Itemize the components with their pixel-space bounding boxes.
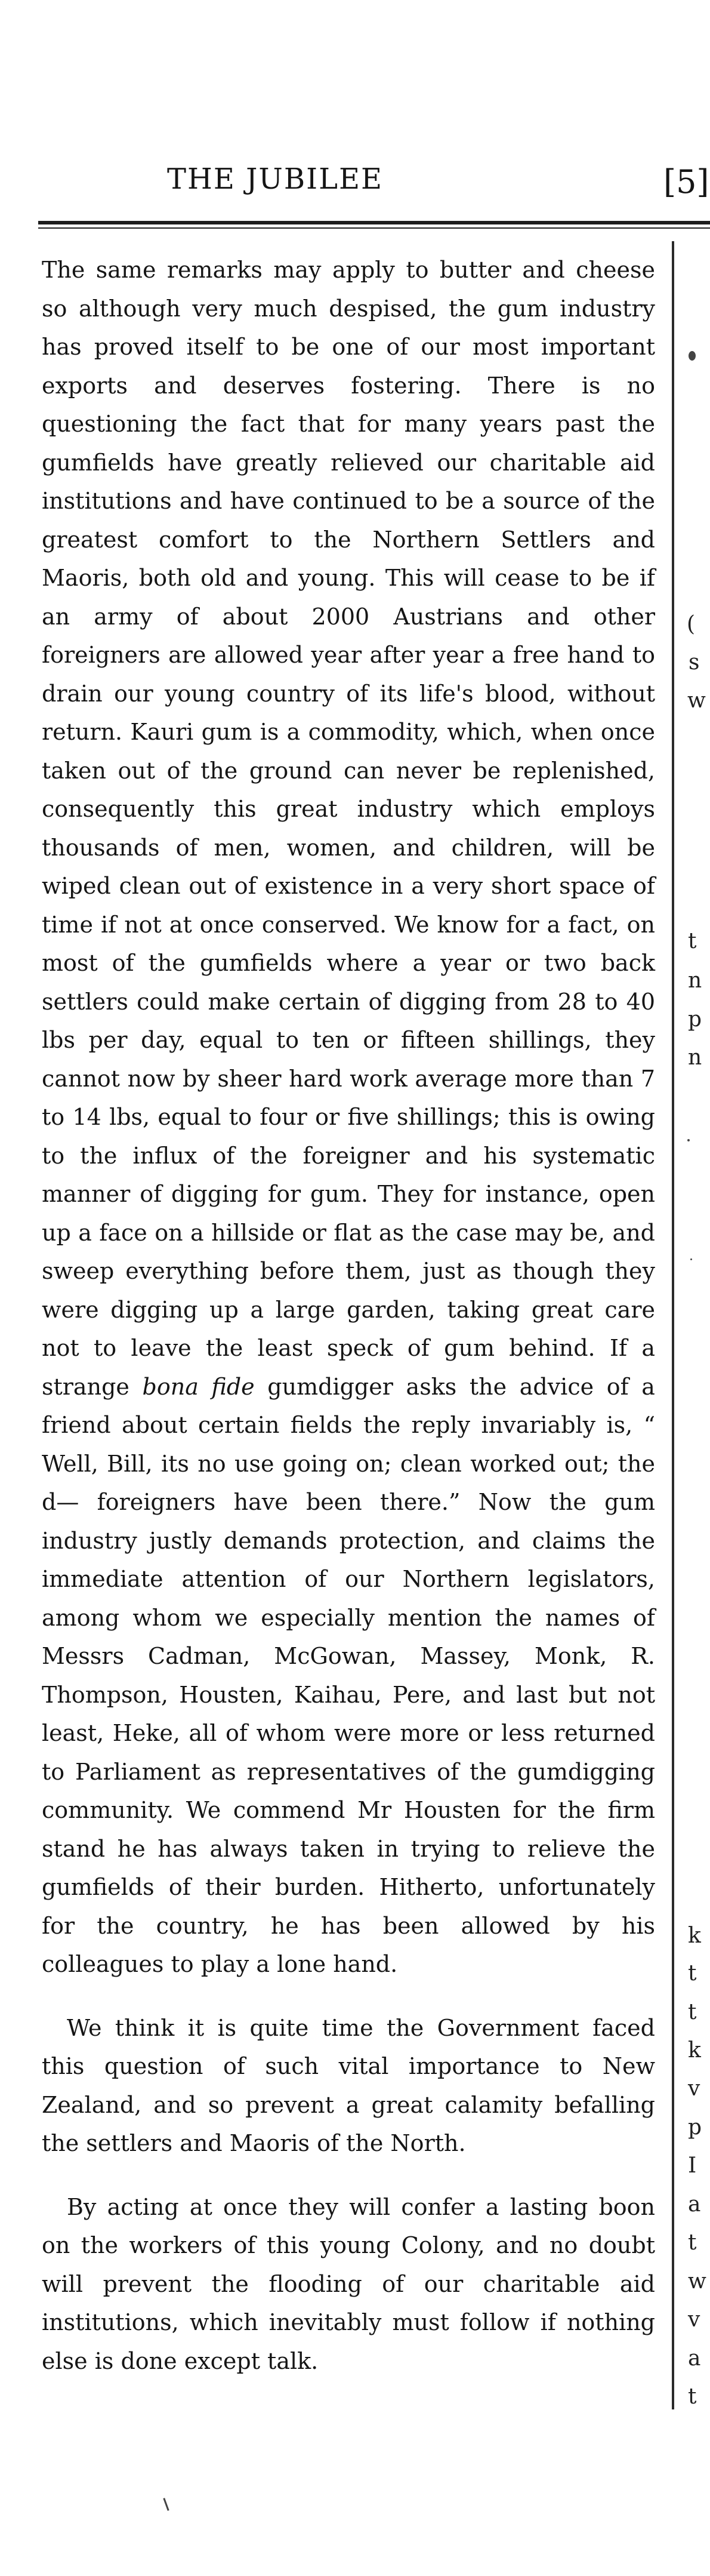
adjacent-column-fragment: w xyxy=(687,688,706,713)
paragraph-2: We think it is quite time the Government faced this question of such vital importance to New Zealand, and so prevent a great calamity befalling the settlers and Maoris of the North. xyxy=(42,2014,655,2156)
adjacent-column-fragment: a xyxy=(688,2192,701,2217)
adjacent-column-fragment: t xyxy=(688,2230,697,2255)
adjacent-column-fragment: k xyxy=(688,2038,701,2063)
scan-speck xyxy=(690,1258,692,1260)
adjacent-column-fragment: p xyxy=(688,1007,702,1032)
column-divider xyxy=(672,241,674,2409)
italic-phrase: bona fide xyxy=(142,1373,255,1400)
adjacent-column-fragment: t xyxy=(688,2384,697,2409)
adjacent-column-fragment: t xyxy=(688,1961,697,1986)
adjacent-column-fragment: a xyxy=(688,2346,701,2371)
paragraph-1-text-end: gumdigger asks the advice of a friend about certain fields the reply invariably is, “ Well, Bill, its no use going on; clean worked out; the d— foreigners have been there.” Now the gum industry justly demands protection, and claims the immediate attention of our Northern legislators, among whom we especially mention the names of Messrs Cadman, McGowan, Massey, Monk, R. Thompson, Housten, Kaihau, Pere, and last but not least, Heke, all of whom were more or less returned to Parliament as representatives of the gumdigging community. We commend Mr Housten for the firm stand he has always taken in trying to relieve the gumfields of their burden. Hitherto, unfortunately for the country, he has been allowed by his colleagues to play a lone hand. xyxy=(42,1373,655,1977)
scan-mark xyxy=(163,2498,169,2511)
adjacent-column-fragment: n xyxy=(688,1045,702,1070)
paragraph-1 xyxy=(42,251,655,1984)
scan-speck xyxy=(687,1139,690,1141)
paragraph-1-text-start: The same remarks may apply to butter and cheese so although very much despised, the gum industry has proved itself to be one of our most important exports and deserves fostering. There is no questioning the fact that for many years past the gumfields have greatly relieved our charitable aid institutions and have continued to be a source of the greatest comfort to the Northern Settlers and Maoris, both old and young. This will cease to be if an army of about 2000 Austrians and other foreigners are allowed year after year a free hand to drain our young country of its life's blood, without return. Kauri gum is a commodity, which, when once taken out of the ground can never be replenished, consequently this great industry which employs thousands of men, women, and children, will be wiped clean out of existence in a very short space of time if not at once conserved. We know for a fact, on most of the gumfields where a year or two back settlers could make certain of digging from 28 to 40 lbs per day, equal to ten or fifteen shillings, they cannot now by sheer hard work average more than 7 to 14 lbs, equal to four or five shillings; this is owing to the influx of the foreigner and his systematic manner of digging for gum. They for instance, open up a face on a hillside or flat as the case may be, and sweep everything before them, just as though they were digging up a large garden, taking great care not to leave the least speck of gum behind. If a strange xyxy=(42,257,655,1400)
header-rule-thick xyxy=(38,221,710,224)
page-number: [5] xyxy=(663,163,709,201)
header-rule-thin xyxy=(38,227,710,229)
adjacent-column-fragment: k xyxy=(688,1923,701,1948)
adjacent-column-fragment: n xyxy=(688,968,702,993)
adjacent-column-fragment: s xyxy=(689,650,700,675)
running-title: THE JUBILEE xyxy=(167,162,384,196)
adjacent-column-fragment: t xyxy=(688,2000,697,2024)
adjacent-column-fragment: v xyxy=(688,2307,700,2332)
scan-speck xyxy=(689,351,696,361)
article-column xyxy=(42,251,655,2380)
adjacent-column-fragment: v xyxy=(688,2076,700,2101)
paragraph-3: By acting at once they will confer a lasting boon on the workers of this young Colony, and no doubt will prevent the flooding of our charitable aid institutions, which inevitably must follow if nothing else is done except talk. xyxy=(42,2193,655,2374)
adjacent-column-fragment: w xyxy=(688,2269,706,2294)
adjacent-column-fragment: ( xyxy=(687,612,696,636)
adjacent-column-fragment: t xyxy=(688,929,697,953)
adjacent-column-fragment: I xyxy=(688,2153,697,2178)
adjacent-column-fragment: p xyxy=(688,2115,702,2140)
